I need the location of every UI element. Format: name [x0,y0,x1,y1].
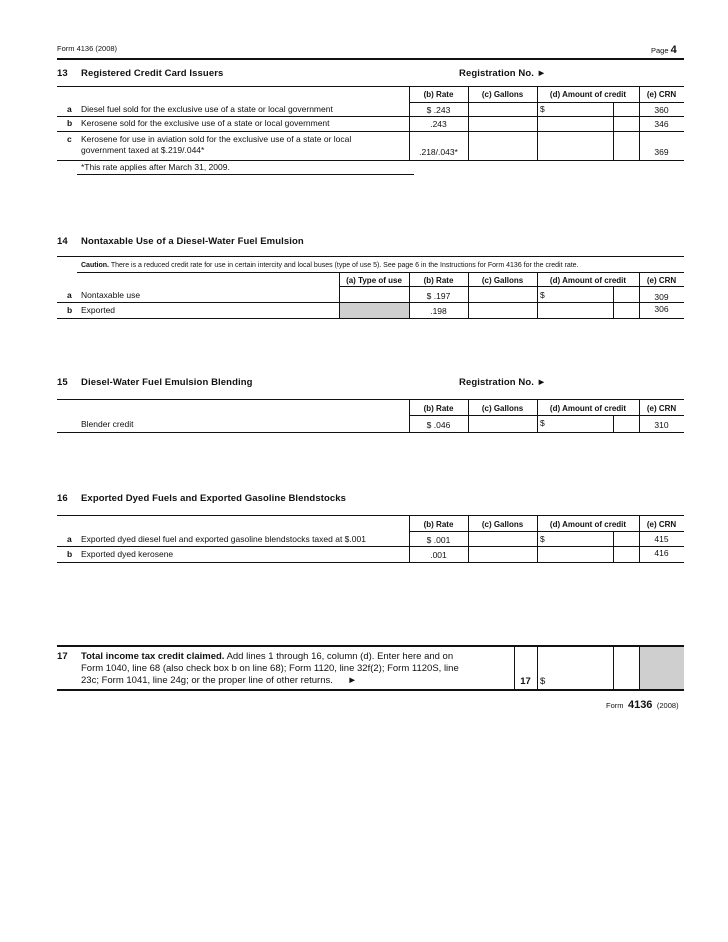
sec14-header-gallons: (c) Gallons [481,276,524,285]
sec13-row-rule [57,116,684,117]
sec17-col-divider [613,645,614,689]
footer-year: (2008) [656,701,679,710]
sec16-number: 16 [57,493,68,504]
sec13-row-b-letter: b [67,118,73,128]
sec14-row-a-description: Nontaxable use [81,290,141,300]
sec13-header-crn: (e) CRN [646,90,677,99]
sec14-header-amount: (d) Amount of credit [549,276,627,285]
sec17-bottom-rule [57,689,684,691]
sec16-row-rule [57,546,684,547]
page-label [651,44,677,56]
sec17-arrow-icon: ► [347,675,357,686]
sec14-row-b-shaded-cell [340,303,409,318]
sec15-header-gallons: (c) Gallons [481,404,524,413]
sec16-row-a-crn: 415 [654,534,669,544]
sec14-title: Nontaxable Use of a Diesel-Water Fuel Emulsion [81,236,304,247]
sec16-row-rule [57,562,684,563]
sec13-row-c-description-line2: government taxed at $.219/.044* [81,145,205,155]
sec14-header-crn: (e) CRN [646,276,677,285]
sec14-number: 14 [57,236,68,247]
sec14-row-a-crn: 309 [654,292,669,302]
sec16-row-a-letter: a [67,534,72,544]
sec14-row-a-rate: $ .197 [426,291,451,301]
sec14-caution-rule [77,272,684,273]
form-reference: Form 4136 (2008) [57,44,118,53]
sec17-line-number: 17 [520,676,531,687]
sec15-header-rule [409,415,684,416]
sec15-header-crn: (e) CRN [646,404,677,413]
sec13-row-b-rate: .243 [430,119,447,129]
sec14-caution-label: Caution. [81,262,109,269]
sec15-top-rule [57,399,684,400]
sec14-header-rule [339,286,684,287]
sec14-row-b-rate: .198 [430,306,447,316]
sec16-header-gallons: (c) Gallons [481,520,524,529]
sec13-header-gallons: (c) Gallons [481,90,524,99]
sec17-text-part3: 23c; Form 1041, line 24g; or the proper line of other returns. [81,675,333,686]
sec17-amount-input[interactable]: $ [540,676,546,687]
sec15-header-rate: (b) Rate [423,404,454,413]
sec13-row-c-description-line1: Kerosene for use in aviation sold for the exclusive use of a state or local [81,134,352,144]
sec13-row-a-rate: $ .243 [426,105,451,115]
sec15-registration-label: Registration No. ► [459,377,547,388]
sec13-row-rule [57,131,684,132]
sec17-col-divider [537,645,538,689]
sec15-header-amount: (d) Amount of credit [549,404,627,413]
sec13-title: Registered Credit Card Issuers [81,68,224,79]
sec13-header-rate: (b) Rate [423,90,454,99]
sec17-top-rule [57,645,684,647]
sec14-header-rate: (b) Rate [423,276,454,285]
page-word: Page [651,46,669,55]
sec13-row-rule [57,160,684,161]
sec13-row-a-crn: 360 [654,105,669,115]
sec13-row-b-crn: 346 [654,119,669,129]
sec15-row-description: Blender credit [81,419,134,429]
sec16-row-b-letter: b [67,549,73,559]
sec14-top-rule [57,256,684,257]
sec13-row-a-letter: a [67,104,72,114]
sec15-col-divider [613,415,614,432]
sec15-title: Diesel-Water Fuel Emulsion Blending [81,377,253,388]
sec15-number: 15 [57,377,68,388]
sec13-number: 13 [57,68,68,79]
sec17-number: 17 [57,651,68,662]
sec16-row-a-amount: $ [540,534,545,544]
sec15-row-amount: $ [540,418,545,428]
sec16-header-crn: (e) CRN [646,520,677,529]
sec14-row-b-letter: b [67,305,73,315]
sec16-header-amount: (d) Amount of credit [549,520,627,529]
sec16-title: Exported Dyed Fuels and Exported Gasoline Blendstocks [81,493,347,504]
sec14-row-b-description: Exported [81,305,116,315]
sec15-row-crn: 310 [654,420,669,430]
footer-form-word: Form [606,701,624,710]
sec16-top-rule [57,515,684,516]
sec14-row-a-letter: a [67,290,72,300]
sec15-row-rate: $ .046 [426,420,451,430]
sec16-row-b-rate: .001 [430,550,447,560]
sec16-header-rule [409,531,684,532]
sec13-top-rule [57,86,684,87]
sec13-row-c-rate: .218/.043* [419,147,458,157]
sec13-header-rule [409,102,684,103]
sec13-row-a-description: Diesel fuel sold for the exclusive use of a state or local government [81,104,333,114]
sec17-shaded-cell [640,647,684,689]
sec13-note: *This rate applies after March 31, 2009. [81,162,230,172]
sec14-row-rule [57,318,684,319]
sec17-text-part1: Add lines 1 through 16, column (d). Enter here and on [226,651,454,662]
sec16-row-a-rate: $ .001 [426,535,451,545]
sec17-text-line2: Form 1040, line 68 (also check box b on line 68); Form 1120, line 32f(2); Form 1120S, line [81,663,459,674]
sec14-header-type-of-use: (a) Type of use [346,276,402,285]
header-rule [57,58,684,60]
sec14-row-a-amount: $ [540,290,545,300]
sec14-caution [81,262,579,269]
sec13-row-a-amount: $ [540,104,545,114]
sec17-title: Total income tax credit claimed. [81,651,225,662]
footer-form-number: 4136 [627,699,653,711]
sec17-text-line3 [81,675,357,686]
sec13-row-c-crn: 369 [654,147,669,157]
page-number: 4 [670,44,677,56]
footer-form-label [606,695,679,713]
sec16-row-a-description: Exported dyed diesel fuel and exported gasoline blendstocks taxed at $.001 [81,534,366,544]
sec13-row-c-letter: c [67,134,72,144]
sec13-note-rule [77,174,414,175]
sec16-header-rate: (b) Rate [423,520,454,529]
sec16-row-b-description: Exported dyed kerosene [81,549,174,559]
sec14-row-b-crn: 306 [654,304,669,314]
sec16-row-b-crn: 416 [654,548,669,558]
sec13-header-amount: (d) Amount of credit [549,90,627,99]
sec14-caution-text: There is a reduced credit rate for use in certain intercity and local buses (type of use 5). See page 6 in the Instructions for Form 4136 for the credit rate. [110,262,579,269]
sec13-registration-label: Registration No. ► [459,68,547,79]
sec17-text-line1 [81,651,453,662]
sec15-row-rule [57,432,684,433]
sec13-row-b-description: Kerosene sold for the exclusive use of a state or local government [81,118,330,128]
